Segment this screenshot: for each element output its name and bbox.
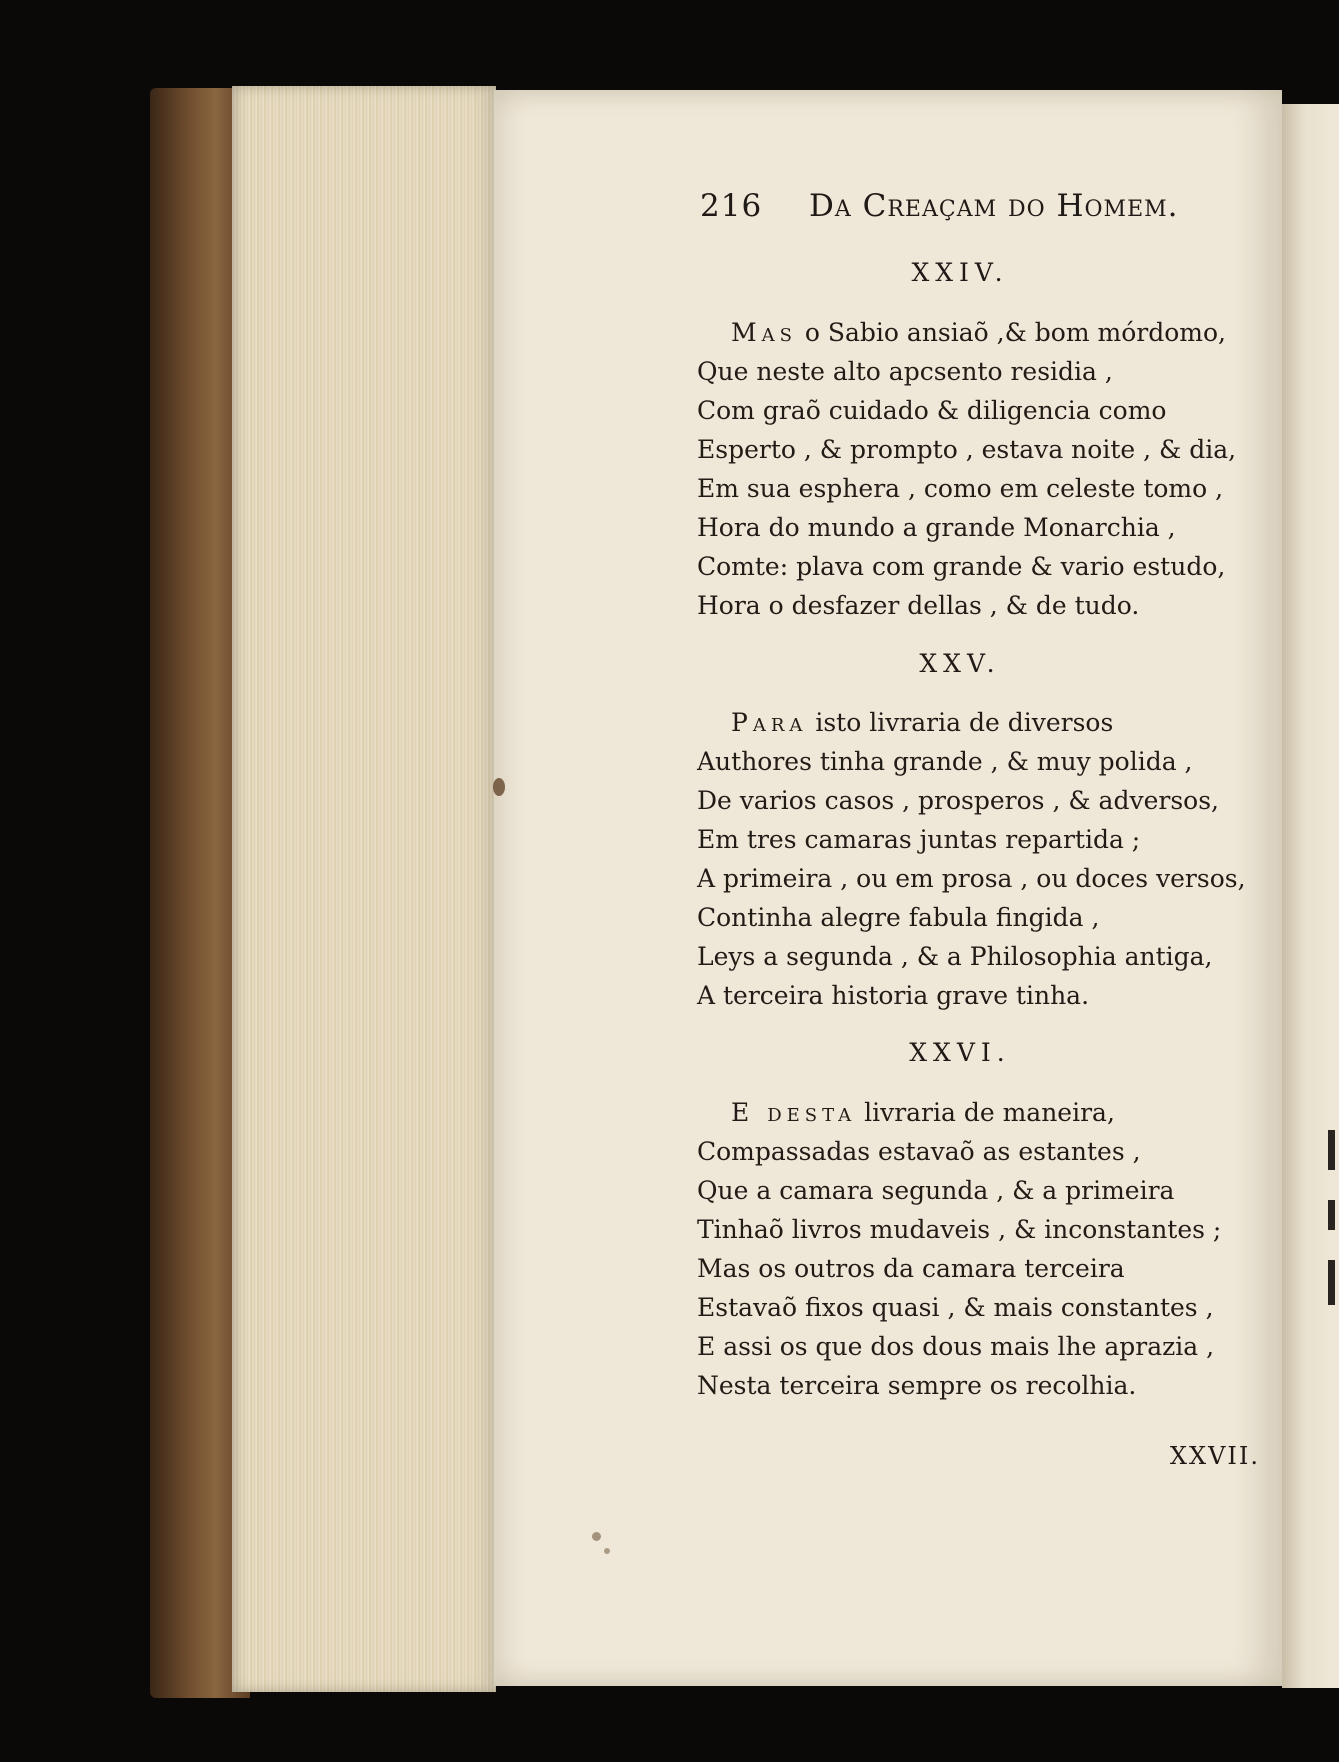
stanza-line: Em sua esphera , como em celeste tomo ,	[697, 474, 1224, 503]
facing-page-bleed	[1328, 1260, 1335, 1305]
stanza-line: Compassadas estavaõ as estantes ,	[697, 1137, 1141, 1166]
stanza-line: E desta livraria de maneira,	[697, 1093, 1257, 1132]
page-block-edge	[232, 86, 496, 1692]
ink-spot	[493, 778, 505, 796]
facing-page-bleed	[1328, 1200, 1335, 1230]
stanza-line: Esperto , & prompto , estava noite , & dia,	[697, 435, 1237, 464]
stanza-line: Nesta terceira sempre os recolhia.	[697, 1371, 1137, 1400]
page-number: 216	[700, 188, 763, 224]
facing-page-edge	[1282, 104, 1339, 1688]
stanza-number: XXV.	[919, 649, 1001, 678]
stanza-line: E assi os que dos dous mais lhe aprazia ,	[697, 1332, 1215, 1361]
foxing-spot	[592, 1532, 601, 1541]
stanza-line: De varios casos , prosperos , & adversos,	[697, 786, 1219, 815]
stanza-line: Tinhaõ livros mudaveis , & inconstantes ;	[697, 1215, 1222, 1244]
running-title: Da Creaçam do Homem.	[809, 188, 1179, 224]
stanza-line: A terceira historia grave tinha.	[697, 981, 1090, 1010]
stanza-number: XXVI.	[909, 1038, 1011, 1067]
stanza-line: Hora o desfazer dellas , & de tudo.	[697, 591, 1140, 620]
facing-page-bleed	[1328, 1130, 1335, 1170]
stanza-line: Mas os outros da camara terceira	[697, 1254, 1125, 1283]
stanza-line: Continha alegre fabula fingida ,	[697, 903, 1100, 932]
stanza-line: Que neste alto apcsento residia ,	[697, 357, 1113, 386]
stanza-line: Para isto livraria de diversos	[697, 703, 1257, 742]
stanza-line: Mas o Sabio ansiaõ ,& bom mórdomo,	[697, 313, 1257, 352]
stanza-line: Estavaõ fixos quasi , & mais constantes ,	[697, 1293, 1214, 1322]
stanza-number: XXIV.	[911, 258, 1009, 287]
stanza-line: Leys a segunda , & a Philosophia antiga,	[697, 942, 1213, 971]
stanza-lead-word: Mas	[731, 318, 797, 347]
stanza-line: Authores tinha grande , & muy polida ,	[697, 747, 1193, 776]
stanza-line: Em tres camaras juntas repartida ;	[697, 825, 1141, 854]
stanza-line: Hora do mundo a grande Monarchia ,	[697, 513, 1176, 542]
stanza	[697, 313, 1257, 625]
stanza-lead-word: Para	[731, 708, 808, 737]
stanza-line: Que a camara segunda , & a primeira	[697, 1176, 1175, 1205]
foxing-spot	[604, 1548, 610, 1554]
stanza	[697, 703, 1257, 1015]
stanza-line: Comte: plava com grande & vario estudo,	[697, 552, 1226, 581]
stanza-line: Com graõ cuidado & diligencia como	[697, 396, 1167, 425]
catchword: XXVII.	[1169, 1442, 1260, 1470]
stanza-lead-word: E desta	[731, 1098, 857, 1127]
stanza	[697, 1093, 1257, 1405]
stanza-line: A primeira , ou em prosa , ou doces versos,	[697, 864, 1246, 893]
running-header	[700, 188, 1220, 228]
